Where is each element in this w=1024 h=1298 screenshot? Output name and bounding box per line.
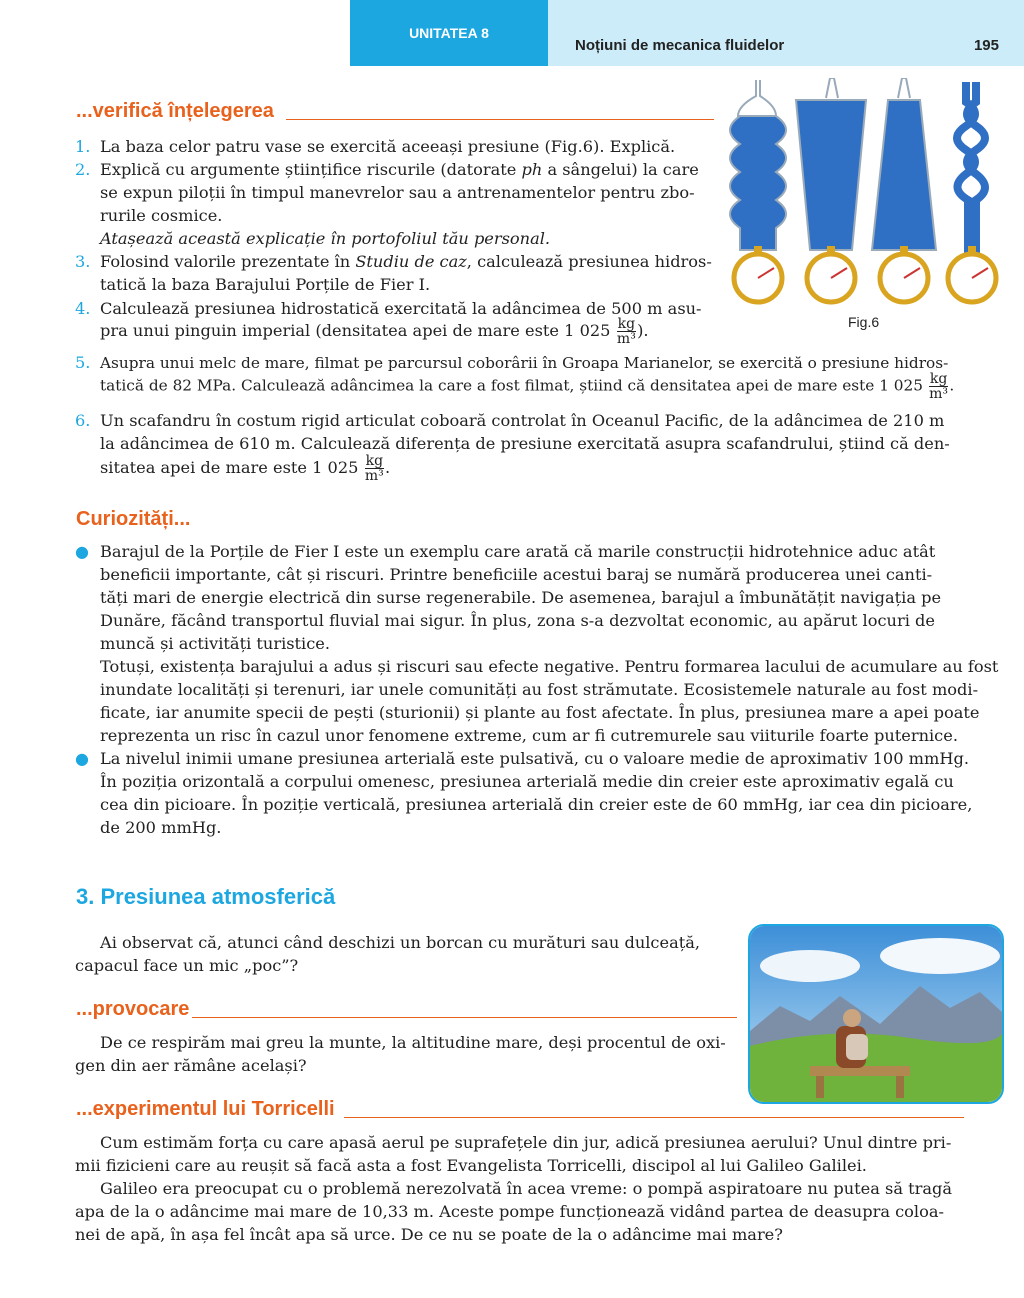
mountain-landscape-image [750,926,1002,1102]
pressure-gauges [734,246,996,302]
bullet-line: Dunăre, făcând transportul fluvial mai sigur. În plus, zona s-a dezvoltat economic, au apărut locuri de [100,611,935,630]
section-title: 3. Presiunea atmosferică [76,884,336,909]
torricelli-heading: ...experimentul lui Torricelli [76,1098,335,1120]
bullet-line: Totuși, existența barajului a adus și riscuri sau efecte negative. Pentru formarea lacului de acumulare au fost [100,657,999,676]
bullet-line: Barajul de la Porțile de Fier I este un exemplu care arată că marile construcții hidrotehnice aduc atât [100,542,936,561]
unit-denominator: m³ [364,468,384,484]
bullet-text [100,540,999,747]
torricelli-paragraph [75,1131,975,1246]
unit-numerator: kg [617,316,636,332]
challenge-line: De ce respirăm mai greu la munte, la altitudine mare, deși procentul de oxi- [100,1033,726,1052]
verify-item-1 [75,136,725,158]
item-text-line [100,317,725,346]
page-number: 195 [973,37,999,54]
figure-caption: Fig.6 [848,314,880,330]
intro-line: Ai observat că, atunci când deschizi un borcan cu murături sau dulceață, [100,933,701,952]
verify-rule [286,119,714,120]
unit-fraction [617,317,636,346]
item-number: 1. [75,137,91,156]
bullet-line: În poziția orizontală a corpului omenesc, presiunea arterială medie din creier este aproximativ egală cu [100,772,954,791]
item-number: 6. [75,411,91,430]
verify-item-3 [75,251,725,297]
item-text-part: a sângelui) la care [542,160,699,179]
challenge-paragraph [75,1031,745,1077]
bullet-line: inundate localități și terenuri, iar unele comunități au fost strămutate. Ecosistemele naturale au fost modi- [100,680,979,699]
item-number: 2. [75,160,91,179]
unit-denominator: m³ [929,386,949,402]
item-text-italic: Studiu de caz [355,252,467,271]
intro-line: capacul face un mic „poc”? [75,956,299,975]
challenge-rule [192,1017,737,1018]
item-text-italic-line: Atașează această explicație în portofoliul tău personal. [100,229,551,248]
torricelli-rule [344,1117,964,1118]
verify-item-2 [75,159,725,251]
item-text [100,159,725,182]
item-text-line: tatică la baza Barajului Porțile de Fier I. [100,275,431,294]
unit-fraction [929,372,948,401]
verify-heading: ...verifică înțelegerea [76,100,274,122]
vessel-serpentine [957,82,985,250]
unit-label-tab [350,0,548,66]
item-text-part: Explică cu argumente științifice riscurile (datorate [100,160,522,179]
item-text-line: rurile cosmice. [100,206,223,225]
torricelli-line: apa de la o adâncime mai mare de 10,33 m. Aceste pompe funcționează vidând partea de deasupra coloa- [75,1202,944,1221]
intro-paragraph [75,931,745,977]
item-text [100,251,725,274]
item-text-part: tatică de 82 MPa. Calculează adâncimea la care a fost filmat, știind că densitatea apei de mare este 1 025 [100,376,928,395]
vessel-cone [872,78,936,250]
item-text-part: . [949,376,955,395]
unit-numerator: kg [929,371,948,387]
item-text: La baza celor patru vase se exercită aceeași presiune (Fig.6). Explică. [100,137,676,156]
bullet-text [100,747,975,839]
vessel-trapezoid [796,78,866,250]
bullet-line: tăți mari de energie electrică din surse regenerabile. De asemenea, barajul a îmbunătățit navigația pe [100,588,942,607]
bullet-dot: ● [75,749,89,768]
bullet-line: reprezenta un risc în cazul unor fenomene extreme, cum ar fi cutremurele sau viiturile foarte puternice. [100,726,958,745]
item-text-line: Asupra unui melc de mare, filmat pe parcursul coborârii în Groapa Marianelor, se exercită o presiune hidros- [100,354,949,372]
bullet-line: beneficii importante, cât și riscuri. Printre beneficiile acestui baraj se numără producerea unei canti- [100,565,933,584]
mountain-photo [748,924,1004,1104]
bullet-line: ficate, iar anumite specii de pești (sturionii) și plante au fost afectate. În plus, presiunea mare a apei poate [100,703,980,722]
item-number: 5. [75,353,91,372]
item-text-part: ). [637,321,649,340]
item-text-part: , calculează presiunea hidros- [466,252,712,271]
item-text-part: Folosind valorile prezentate în [100,252,356,271]
torricelli-line: nei de apă, în așa fel încât apa să urce. De ce nu se poate de la o adâncime mai mare? [75,1225,783,1244]
bullet-line: cea din picioare. În poziție verticală, presiunea arterială din creier este de 60 mmHg, iar cea din picioare, [100,795,973,814]
verify-item-4 [75,298,725,354]
torricelli-line: Cum estimăm forța cu care apasă aerul pe suprafețele din jur, adică presiunea aerului? Unul dintre pri- [100,1133,952,1152]
item-text-line [100,454,975,483]
item-text-line: Un scafandru în costum rigid articulat coboară controlat în Oceanul Pacific, de la adâncimea de 210 m [100,411,945,430]
verify-item-5 [75,352,975,408]
item-text-line [100,372,975,401]
verify-item-6 [75,410,975,496]
item-text-line: la adâncimea de 610 m. Calculează diferența de presiune exercitată asupra scafandrului, știind că den- [100,434,950,453]
item-text-part: pra unui pinguin imperial (densitatea apei de mare este 1 025 [100,321,616,340]
torricelli-line: Galileo era preocupat cu o problemă nerezolvată în acea vreme: o pompă aspiratoare nu putea să tragă [100,1179,953,1198]
unit-fraction [365,454,384,483]
chapter-header [548,0,1024,66]
torricelli-line: mii fizicieni care au reușit să facă asta a fost Evangelista Torricelli, discipol al lui Galileo Galilei. [75,1156,867,1175]
unit-denominator: m³ [616,331,636,347]
bullet-line: La nivelul inimii umane presiunea arterială este pulsativă, cu o valoare medie de aproximativ 100 mmHg. [100,749,970,768]
item-number: 4. [75,299,91,318]
item-text-line: Calculează presiunea hidrostatică exercitată la adâncimea de 500 m asu- [100,299,702,318]
item-text-italic: ph [521,160,543,179]
challenge-heading: ...provocare [76,998,190,1020]
item-text-part: . [385,458,391,477]
vessel-wavy [730,80,786,250]
item-number: 3. [75,252,91,271]
bullet-line: de 200 mmHg. [100,818,222,837]
item-text-line: se expun piloții în timpul manevrelor sau a antrenamentelor pentru zbo- [100,183,695,202]
chapter-title: Noțiuni de mecanica fluidelor [575,37,785,54]
challenge-line: gen din aer rămâne același? [75,1056,307,1075]
bullet-dot: ● [75,542,89,561]
curiosities-heading: Curiozități... [76,508,191,530]
bullet-line: muncă și activități turistice. [100,634,331,653]
vessels-figure [718,78,1008,308]
item-text-part: sitatea apei de mare este 1 025 [100,458,364,477]
unit-numerator: kg [365,453,384,469]
curiosity-bullet-2 [75,747,975,842]
unit-label: UNITATEA 8 [409,25,489,41]
curiosity-bullet-1 [75,540,999,750]
